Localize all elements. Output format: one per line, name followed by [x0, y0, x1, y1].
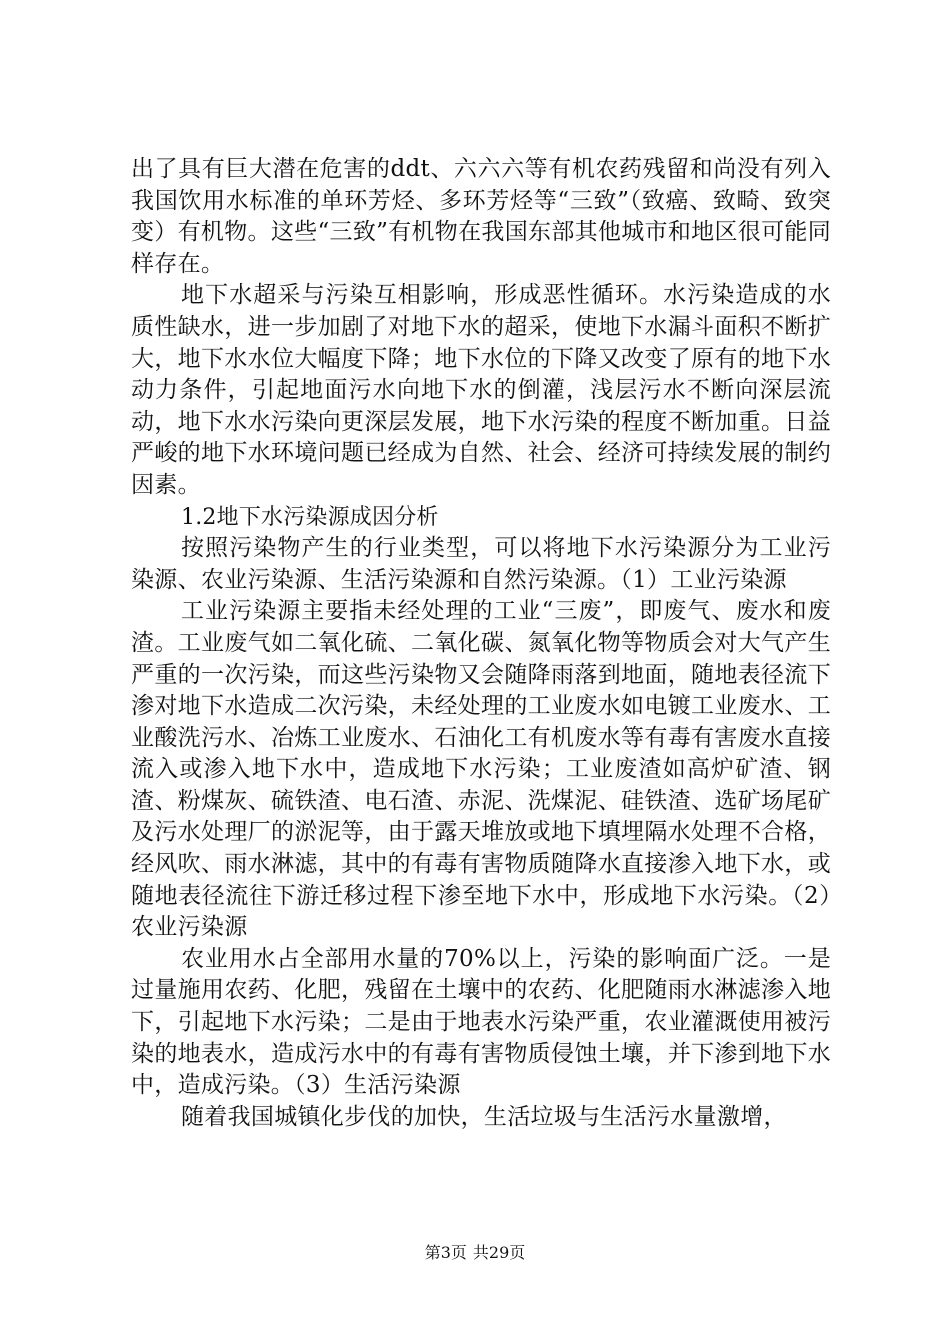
document-body	[131, 154, 831, 1133]
paragraph-continuation: 出了具有巨大潜在危害的ddt、六六六等有机农药残留和尚没有列入我国饮用水标准的单环芳烃、多环芳烃等“三致”（致癌、致畸、致突变）有机物。这些“三致”有机物在我国东部其他城市和地区很可能同样存在。	[131, 156, 831, 277]
paragraph-pollution-sources: 按照污染物产生的行业类型，可以将地下水污染源分为工业污染源、农业污染源、生活污染源和自然污染源。（1）工业污染源	[131, 535, 831, 593]
page-total: 共29页	[472, 1243, 526, 1262]
paragraph-industrial: 工业污染源主要指未经处理的工业“三废”，即废气、废水和废渣。工业废气如二氧化硫、二氧化碳、氮氧化物等物质会对大气产生严重的一次污染，而这些污染物又会随降雨落到地面，随地表径流下渗对地下水造成二次污染，未经处理的工业废水如电镀工业废水、工业酸洗污水、冶炼工业废水、石油化工有机废水等有毒有害废水直接流入或渗入地下水中，造成地下水污染；工业废渣如高炉矿渣、钢渣、粉煤灰、硫铁渣、电石渣、赤泥、洗煤泥、硅铁渣、选矿场尾矿及污水处理厂的淤泥等，由于露天堆放或地下填埋隔水处理不合格，经风吹、雨水淋滤，其中的有毒有害物质随降水直接渗入地下水，或随地表径流往下游迁移过程下渗至地下水中，形成地下水污染。（2）农业污染源	[131, 598, 831, 941]
paragraph-overexploitation: 地下水超采与污染互相影响，形成恶性循环。水污染造成的水质性缺水，进一步加剧了对地下水的超采，使地下水漏斗面积不断扩大，地下水水位大幅度下降；地下水位的下降又改变了原有的地下水动力条件，引起地面污水向地下水的倒灌，浅层污水不断向深层流动，地下水水污染向更深层发展，地下水污染的程度不断加重。日益严峻的地下水环境问题已经成为自然、社会、经济可持续发展的制约因素。	[131, 282, 831, 498]
paragraph-agricultural: 农业用水占全部用水量的70%以上，污染的影响面广泛。一是过量施用农药、化肥，残留在土壤中的农药、化肥随雨水淋滤渗入地下，引起地下水污染；二是由于地表水污染严重，农业灌溉使用被污染的地表水，造成污水中的有毒有害物质侵蚀土壤，并下渗到地下水中，造成污染。（3）生活污染源	[131, 945, 831, 1099]
paragraph-domestic: 随着我国城镇化步伐的加快，生活垃圾与生活污水量激增，	[181, 1103, 787, 1130]
page-number: 第3页	[424, 1243, 467, 1262]
page-footer	[0, 1242, 950, 1264]
section-heading: 1.2地下水污染源成因分析	[181, 504, 439, 530]
